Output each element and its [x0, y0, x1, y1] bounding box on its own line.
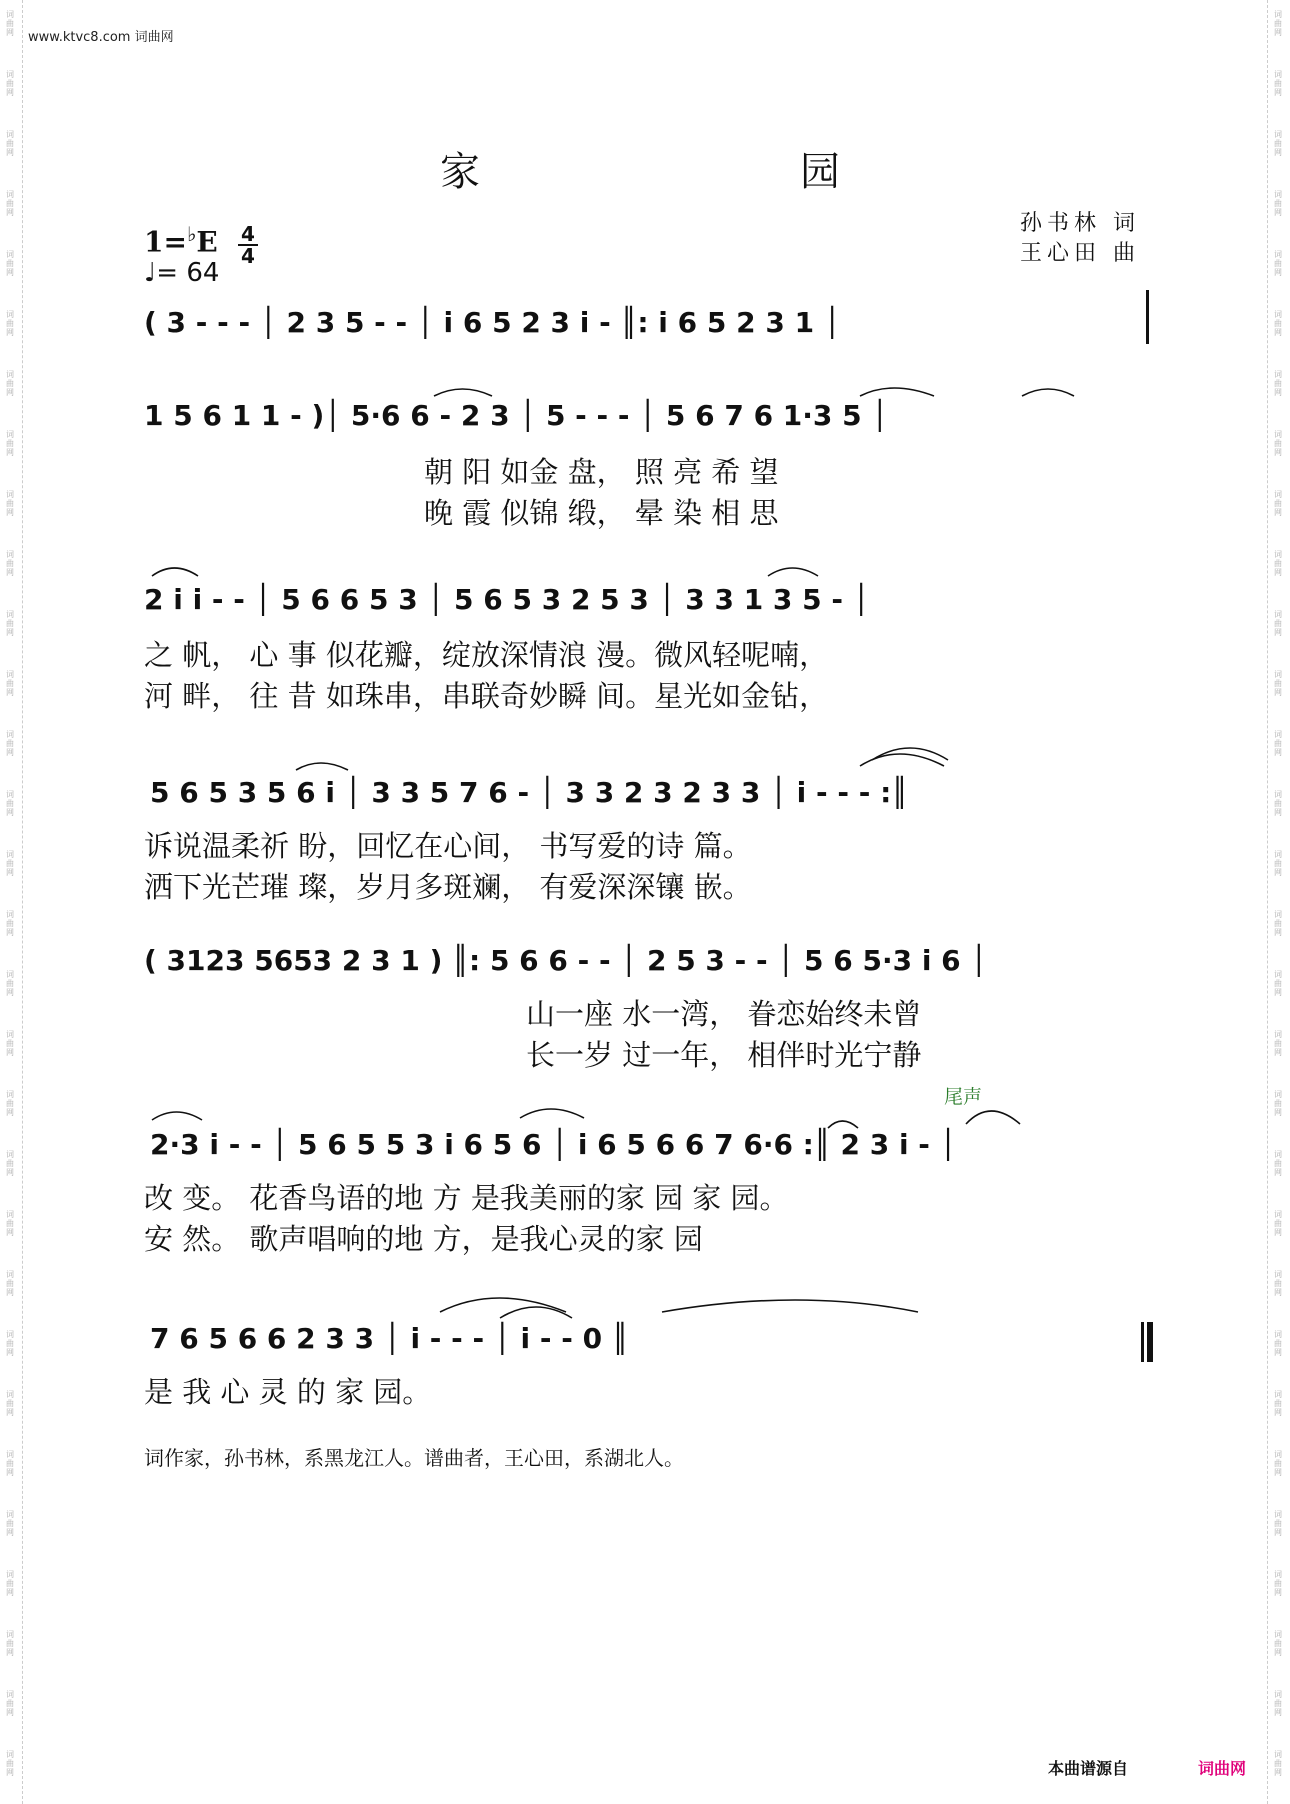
side-watermark-mark: 词曲网 [1274, 1330, 1282, 1357]
final-barline-thin [1141, 1322, 1144, 1362]
side-watermark-mark: 词曲网 [6, 1030, 14, 1057]
side-watermark-mark: 词曲网 [6, 850, 14, 877]
tempo-value: = 64 [156, 258, 220, 288]
side-watermark-mark: 词曲网 [6, 490, 14, 517]
side-watermark-mark: 词曲网 [6, 1450, 14, 1477]
site-watermark: www.ktvc8.com 词曲网 [28, 30, 174, 45]
source-label: 本曲谱源自 [1048, 1759, 1129, 1778]
notes-system-6: 2·3 i - - │ 5 6 5 5 3 i 6 5 6 │ i 6 5 6 6 7 6·6 :║ 2 3 i - │ [150, 1128, 957, 1161]
notes-system-4: 5 6 5 3 5 6 i │ 3 3 5 7 6 - │ 3 3 2 3 2 3 3 │ i - - - :║ [150, 776, 909, 809]
key-label: 1= [144, 225, 187, 259]
notes-system-1: ( 3 - - - │ 2 3 5 - - │ i 6 5 2 3 i - ║: i 6 5 2 3 1 │ [144, 306, 841, 339]
source-brand-link[interactable]: 词曲网 [1198, 1759, 1247, 1778]
side-watermark-mark: 词曲网 [1274, 1030, 1282, 1057]
side-watermark-mark: 词曲网 [6, 550, 14, 577]
lyrics-system-2-verse-1: 朝 阳 如金 盘， 照 亮 希 望 [424, 455, 779, 489]
side-watermark-mark: 词曲网 [6, 610, 14, 637]
time-bottom: 4 [238, 244, 258, 266]
side-watermark-mark: 词曲网 [1274, 670, 1282, 697]
side-watermark-mark: 词曲网 [1274, 850, 1282, 877]
side-watermark-mark: 词曲网 [1274, 130, 1282, 157]
lyricist-credit: 孙书林 词 [1020, 211, 1140, 236]
side-watermark-mark: 词曲网 [6, 430, 14, 457]
lyrics-system-3-verse-2: 河 畔， 往 昔 如珠串，串联奇妙瞬 间。星光如金钻， [144, 679, 829, 713]
side-watermark-mark: 词曲网 [1274, 730, 1282, 757]
lyrics-system-5-verse-1: 山一座 水一湾， 眷恋始终未曾 [526, 997, 922, 1031]
side-watermark-mark: 词曲网 [1274, 550, 1282, 577]
side-watermark-mark: 词曲网 [1274, 1630, 1282, 1657]
author-footnote: 词作家，孙书林，系黑龙江人。谱曲者，王心田，系湖北人。 [144, 1446, 684, 1470]
side-watermark-mark: 词曲网 [6, 670, 14, 697]
side-watermark-mark: 词曲网 [1274, 1750, 1282, 1777]
side-watermark-mark: 词曲网 [6, 370, 14, 397]
side-watermark-mark: 词曲网 [6, 970, 14, 997]
notes-system-7: 7 6 5 6 6 2 3 3 │ i - - - │ i - - 0 ║ [150, 1322, 629, 1355]
notes-system-5: ( 3123 5653 2 3 1 ) ║: 5 6 6 - - │ 2 5 3 - - │ 5 6 5·3 i 6 │ [144, 944, 988, 977]
side-watermark-mark: 词曲网 [6, 1690, 14, 1717]
quarter-note-icon: ♩ [144, 258, 157, 288]
side-watermark-mark: 词曲网 [6, 1630, 14, 1657]
lyrics-system-6-verse-2: 安 然。 歌声唱响的地 方，是我心灵的家 园 [144, 1222, 703, 1256]
side-watermark-mark: 词曲网 [6, 1330, 14, 1357]
barline [1146, 290, 1149, 344]
side-watermark-mark: 词曲网 [6, 1210, 14, 1237]
side-watermark-mark: 词曲网 [1274, 490, 1282, 517]
lyrics-system-2-verse-2: 晚 霞 似锦 缎， 晕 染 相 思 [424, 496, 779, 530]
slur [440, 1298, 566, 1312]
key-letter: E [196, 225, 218, 259]
composer-credit: 王心田 曲 [1020, 241, 1140, 266]
side-watermark-mark: 词曲网 [6, 1150, 14, 1177]
side-watermark-mark: 词曲网 [6, 1510, 14, 1537]
time-top: 4 [241, 222, 255, 246]
side-watermark-mark: 词曲网 [6, 910, 14, 937]
side-watermark-mark: 词曲网 [1274, 1210, 1282, 1237]
lyrics-system-3-verse-1: 之 帆， 心 事 似花瓣，绽放深情浪 漫。微风轻呢喃， [144, 638, 829, 672]
side-watermark-mark: 词曲网 [1274, 370, 1282, 397]
side-watermark-mark: 词曲网 [1274, 1510, 1282, 1537]
tie [662, 1300, 918, 1312]
lyrics-system-7: 是 我 心 灵 的 家 园。 [144, 1375, 432, 1409]
slur [152, 568, 198, 576]
flat-sign: ♭ [186, 222, 197, 246]
slur [966, 1111, 1020, 1124]
side-watermark-mark: 词曲网 [6, 130, 14, 157]
side-watermark-mark: 词曲网 [1274, 1570, 1282, 1597]
coda-marker: 尾声 [944, 1086, 983, 1108]
side-watermark-mark: 词曲网 [1274, 1450, 1282, 1477]
notes-system-2: 1 5 6 1 1 - )│ 5·6 6 - 2 3 │ 5 - - - │ 5 6 7 6 1·3 5 │ [144, 399, 889, 432]
lyrics-system-5-verse-2: 长一岁 过一年， 相伴时光宁静 [526, 1038, 922, 1072]
side-watermark-mark: 词曲网 [1274, 250, 1282, 277]
side-watermark-mark: 词曲网 [6, 70, 14, 97]
slur [152, 1112, 202, 1120]
side-watermark-mark: 词曲网 [6, 730, 14, 757]
side-watermark-mark: 词曲网 [1274, 610, 1282, 637]
notes-system-3: 2 i i - - │ 5 6 6 5 3 │ 5 6 5 3 2 5 3 │ 3 3 1 3 5 - │ [144, 583, 870, 616]
slur [434, 389, 492, 396]
side-watermark-mark: 词曲网 [1274, 10, 1282, 37]
lyrics-system-4-verse-1: 诉说温柔祈 盼，回忆在心间， 书写爱的诗 篇。 [144, 829, 752, 863]
side-watermark-mark: 词曲网 [6, 1570, 14, 1597]
lyrics-system-4-verse-2: 洒下光芒璀 璨，岁月多斑斓， 有爱深深镶 嵌。 [144, 870, 752, 904]
final-barline-thick [1147, 1322, 1153, 1362]
side-watermark-mark: 词曲网 [6, 250, 14, 277]
side-watermark-mark: 词曲网 [1274, 1090, 1282, 1117]
side-watermark-mark: 词曲网 [6, 1090, 14, 1117]
slur [1022, 389, 1074, 396]
slur [296, 763, 348, 770]
side-watermark-mark: 词曲网 [6, 10, 14, 37]
slur [500, 1307, 572, 1318]
slur [828, 1121, 858, 1128]
side-watermark-mark: 词曲网 [1274, 70, 1282, 97]
side-watermark-mark: 词曲网 [1274, 1690, 1282, 1717]
slur [768, 568, 818, 576]
side-watermark-mark: 词曲网 [6, 1390, 14, 1417]
side-watermark-mark: 词曲网 [6, 190, 14, 217]
side-watermark-mark: 词曲网 [6, 790, 14, 817]
side-watermark-mark: 词曲网 [1274, 790, 1282, 817]
side-watermark-mark: 词曲网 [6, 1270, 14, 1297]
side-watermark-mark: 词曲网 [1274, 190, 1282, 217]
slur [520, 1109, 584, 1118]
slur [860, 388, 934, 396]
title-char-1: 家 [440, 149, 480, 195]
side-watermark-mark: 词曲网 [1274, 1390, 1282, 1417]
side-watermark-mark: 词曲网 [6, 310, 14, 337]
side-watermark-mark: 词曲网 [1274, 910, 1282, 937]
side-watermark-mark: 词曲网 [1274, 430, 1282, 457]
side-watermark-mark: 词曲网 [1274, 310, 1282, 337]
side-watermark-mark: 词曲网 [1274, 1270, 1282, 1297]
side-watermark-mark: 词曲网 [1274, 970, 1282, 997]
side-watermark-mark: 词曲网 [1274, 1150, 1282, 1177]
side-watermark-mark: 词曲网 [6, 1750, 14, 1777]
title-char-2: 园 [800, 149, 840, 195]
lyrics-system-6-verse-1: 改 变。 花香鸟语的地 方 是我美丽的家 园 家 园。 [144, 1181, 789, 1215]
